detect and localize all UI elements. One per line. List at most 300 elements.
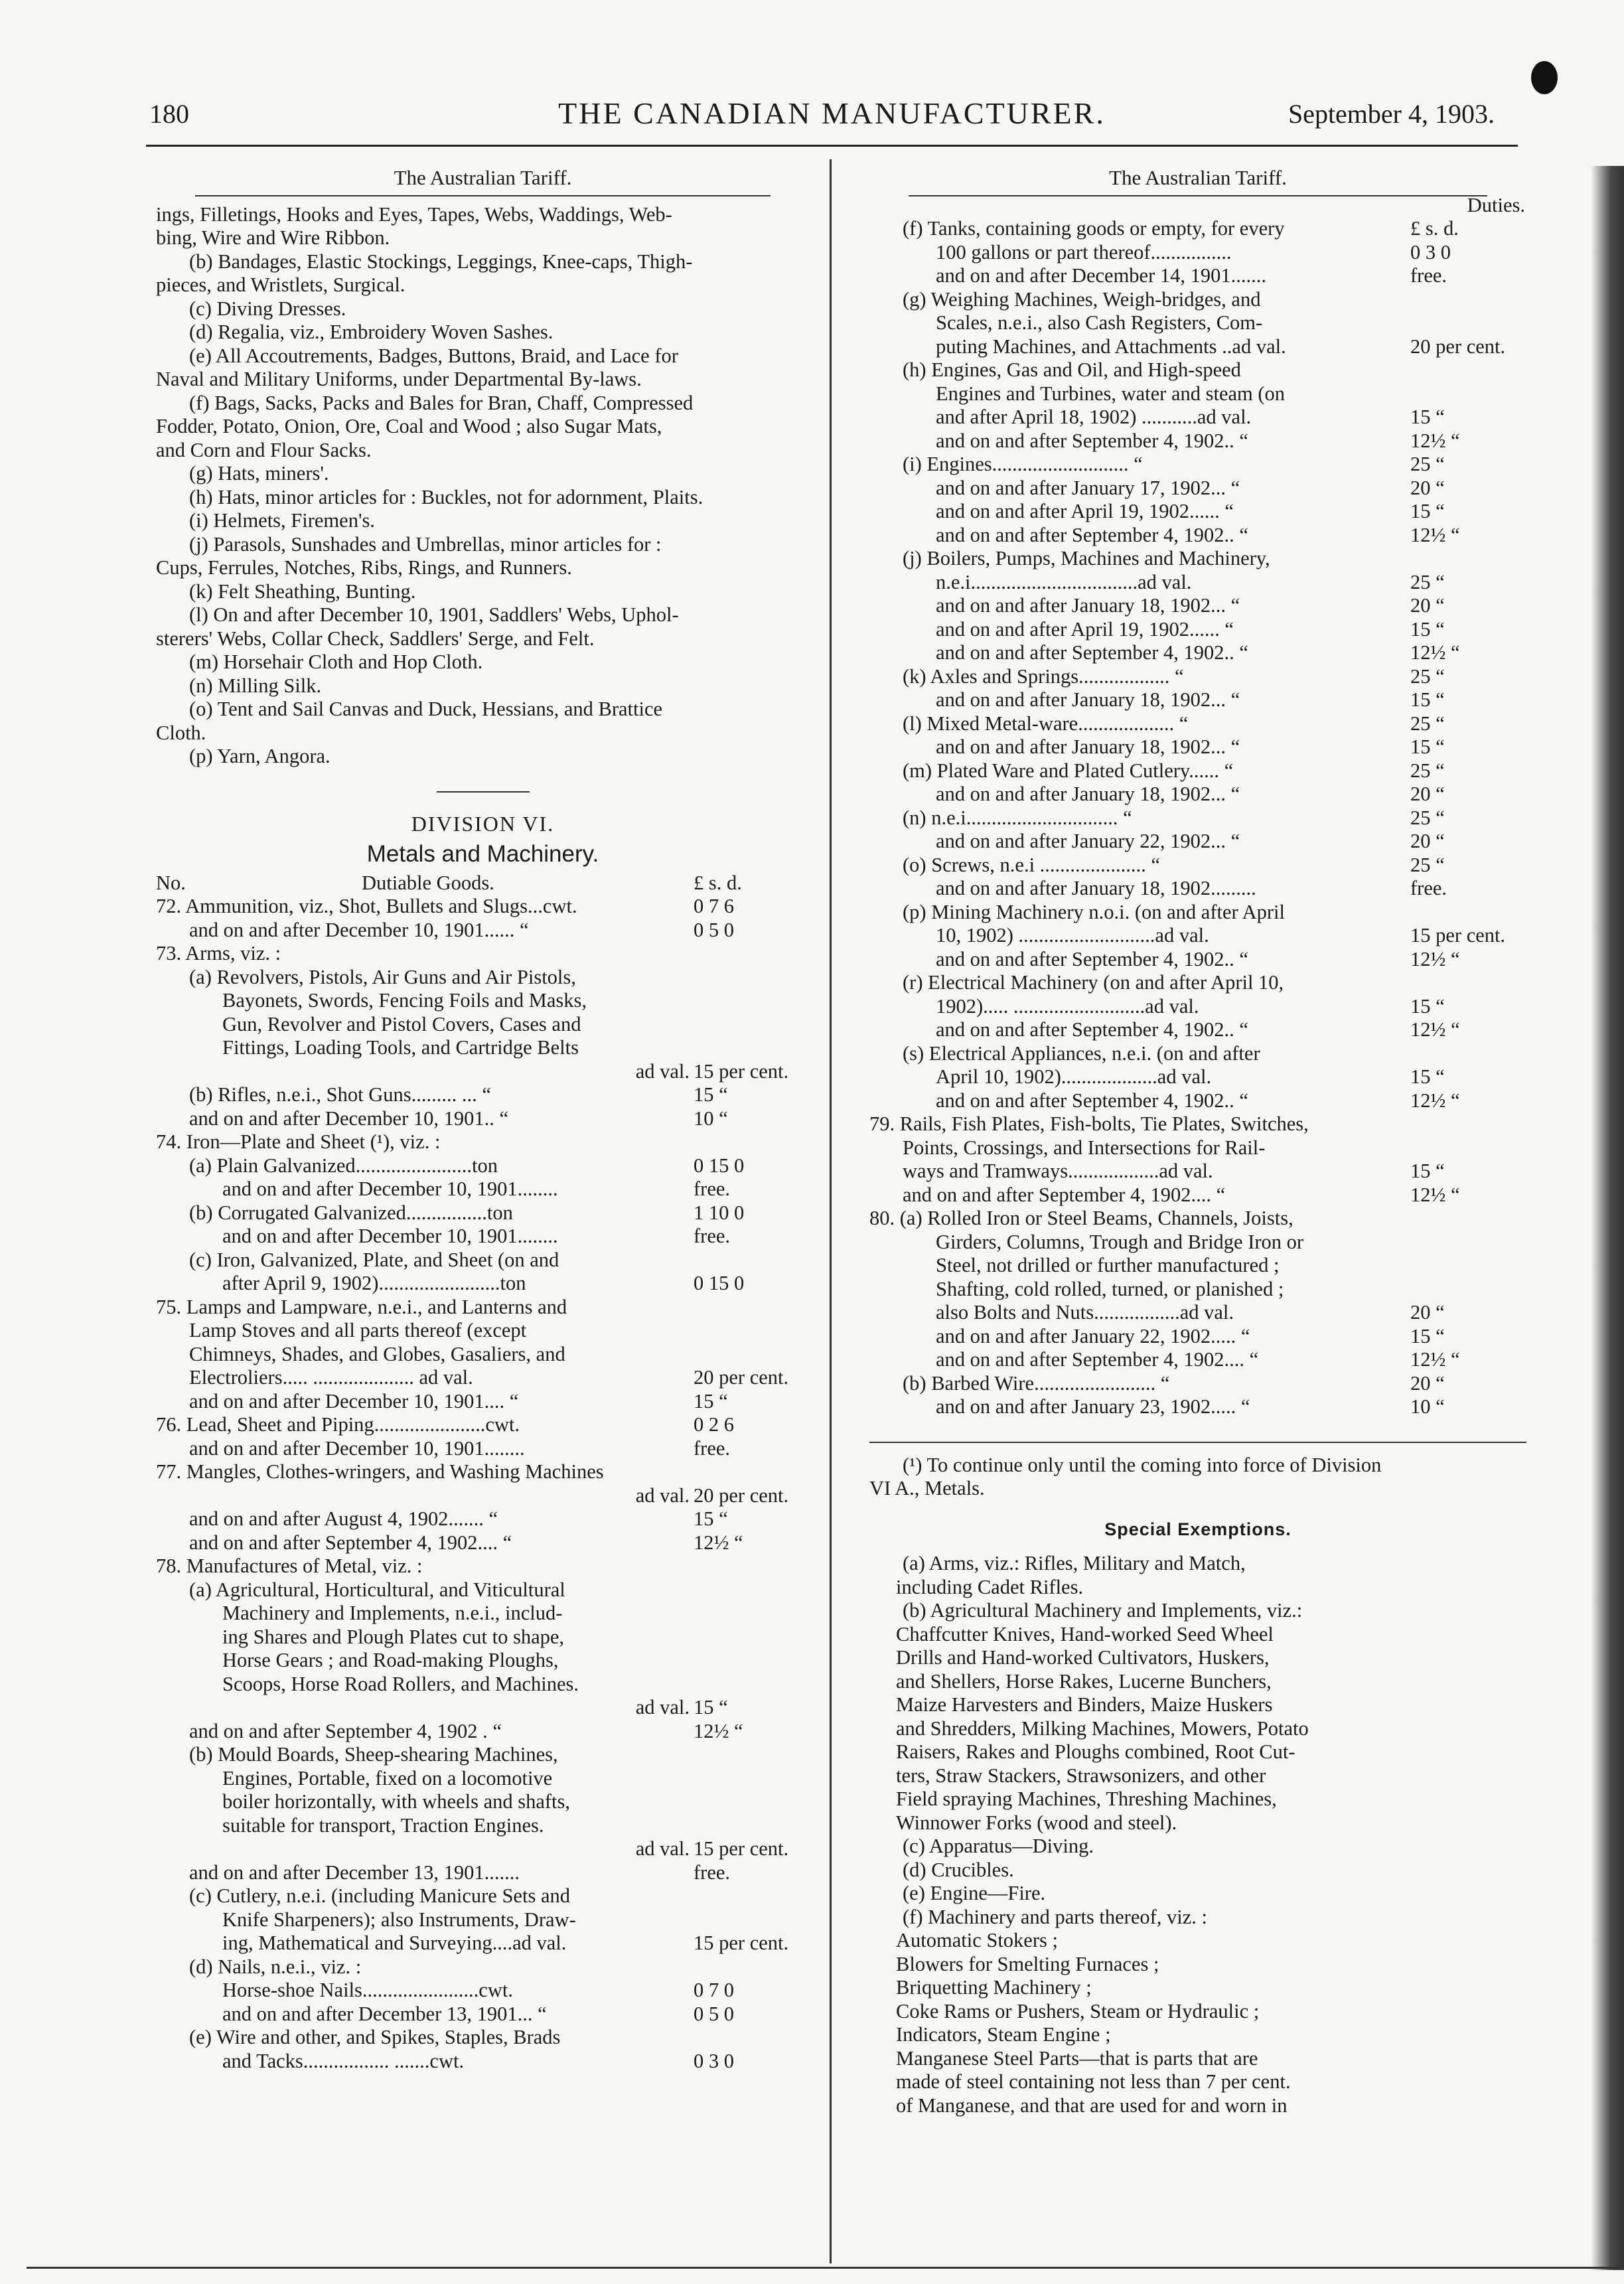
table-row bbox=[156, 1884, 810, 1908]
goods-description: and on and after September 4, 1902.. “ bbox=[936, 947, 1248, 970]
intro-line: (i) Helmets, Firemen's. bbox=[189, 509, 375, 532]
table-row bbox=[869, 524, 1526, 548]
table-row bbox=[869, 830, 1526, 854]
goods-description: Chimneys, Shades, and Globes, Gasaliers, and bbox=[189, 1342, 565, 1365]
duty-amount: 25 “ bbox=[1410, 853, 1445, 876]
duty-amount: 15 “ bbox=[1410, 500, 1445, 522]
goods-description: suitable for transport, Traction Engines. bbox=[222, 1813, 544, 1837]
goods-description: (b) Mould Boards, Sheep-shearing Machines, bbox=[189, 1743, 558, 1766]
goods-description: Scoops, Horse Road Rollers, and Machines. bbox=[222, 1672, 579, 1695]
duty-amount: 25 “ bbox=[1410, 759, 1445, 782]
goods-description: (s) Electrical Appliances, n.e.i. (on and after bbox=[903, 1041, 1260, 1065]
duty-amount: 12½ “ bbox=[1410, 1018, 1460, 1041]
goods-description: and on and after September 4, 1902.. “ bbox=[936, 523, 1248, 546]
duty-amount: 15 per cent. bbox=[694, 1932, 789, 1954]
duty-amount: 1 10 0 bbox=[694, 1201, 745, 1224]
goods-description: Lamp Stoves and all parts thereof (except bbox=[189, 1319, 527, 1341]
duty-amount: 15 “ bbox=[1410, 1324, 1445, 1347]
table-row bbox=[156, 1178, 810, 1201]
table-row bbox=[869, 571, 1526, 595]
duty-amount: 12½ “ bbox=[1410, 1089, 1460, 1112]
intro-line: Cloth. bbox=[156, 721, 206, 744]
goods-description: (b) Corrugated Galvanized................ton bbox=[189, 1201, 513, 1224]
exemption-line: Briquetting Machinery ; bbox=[896, 1976, 1092, 1999]
duty-amount: 25 “ bbox=[1410, 806, 1445, 829]
column-divider bbox=[830, 159, 832, 2263]
table-row bbox=[156, 1225, 810, 1249]
table-row bbox=[156, 1979, 810, 2003]
goods-description: and on and after December 10, 1901.. “ bbox=[189, 1106, 509, 1130]
intro-line: bing, Wire and Wire Ribbon. bbox=[156, 226, 390, 249]
goods-description: also Bolts and Nuts.................ad val. bbox=[936, 1301, 1234, 1324]
duty-amount: 25 “ bbox=[1410, 453, 1445, 475]
goods-description: (h) Engines, Gas and Oil, and High-speed bbox=[903, 358, 1241, 381]
table-row bbox=[156, 1484, 810, 1508]
page-blot bbox=[1531, 61, 1558, 94]
goods-description: and on and after January 18, 1902... “ bbox=[936, 688, 1240, 711]
duty-amount: 15 “ bbox=[694, 1083, 728, 1106]
intro-line: (e) All Accoutrements, Badges, Buttons, Braid, and Lace for bbox=[189, 344, 678, 367]
exemption-line: Winnower Forks (wood and steel). bbox=[896, 1811, 1177, 1834]
duty-amount: 12½ “ bbox=[1410, 1183, 1460, 1206]
duty-amount: 15 per cent. bbox=[694, 1059, 789, 1083]
exemption-line: Maize Harvesters and Binders, Maize Huskers bbox=[896, 1693, 1273, 1716]
goods-description: and on and after January 18, 1902... “ bbox=[936, 594, 1240, 617]
goods-description: and on and after January 18, 1902... “ bbox=[936, 735, 1240, 758]
table-row bbox=[869, 1254, 1526, 1278]
goods-description: and on and after September 4, 1902.. “ bbox=[936, 1018, 1248, 1041]
table-row bbox=[156, 1319, 810, 1343]
goods-description: Engines and Turbines, water and steam (on bbox=[936, 382, 1286, 405]
goods-description: (c) Iron, Galvanized, Plate, and Sheet (on and bbox=[189, 1248, 559, 1271]
goods-description: and on and after December 13, 1901....... bbox=[189, 1861, 520, 1884]
goods-description: and on and after September 4, 1902.... “ bbox=[903, 1183, 1226, 1206]
table-row bbox=[156, 1249, 810, 1272]
duty-amount: 20 per cent. bbox=[694, 1366, 789, 1389]
table-row bbox=[156, 1343, 810, 1367]
intro-line: (b) Bandages, Elastic Stockings, Leggings, Knee-caps, Thigh- bbox=[189, 250, 693, 273]
intro-line: (j) Parasols, Sunshades and Umbrellas, minor articles for : bbox=[189, 532, 662, 556]
intro-line: (h) Hats, minor articles for : Buckles, not for adornment, Plaits. bbox=[189, 485, 703, 508]
goods-description: (a) Plain Galvanized.......................ton bbox=[189, 1154, 498, 1177]
exemption-line: ters, Straw Stackers, Strawsonizers, and other bbox=[896, 1764, 1266, 1787]
duty-amount: 20 “ bbox=[1410, 594, 1445, 617]
table-row bbox=[156, 1743, 810, 1767]
table-row bbox=[156, 1767, 810, 1791]
table-row bbox=[156, 2026, 810, 2050]
goods-description: and on and after January 18, 1902... “ bbox=[936, 783, 1240, 805]
goods-description: (b) Barbed Wire........................ “ bbox=[903, 1371, 1170, 1395]
goods-description: and Tacks................. .......cwt. bbox=[222, 2049, 465, 2072]
duty-amount: 15 “ bbox=[1410, 1160, 1445, 1182]
goods-description: 78. Manufactures of Metal, viz. : bbox=[156, 1555, 423, 1577]
duty-amount: 12½ “ bbox=[694, 1719, 743, 1742]
table-row bbox=[156, 1555, 810, 1578]
table-row bbox=[869, 1160, 1526, 1183]
left-column bbox=[156, 166, 810, 2073]
table-row bbox=[156, 1083, 810, 1107]
table-row bbox=[869, 406, 1526, 429]
exemption-line: Manganese Steel Parts—that is parts that are bbox=[896, 2046, 1258, 2070]
goods-description: (m) Plated Ware and Plated Cutlery...... “ bbox=[903, 759, 1234, 782]
goods-description: 10, 1902) ...........................ad val. bbox=[936, 924, 1209, 947]
duty-amount: 12½ “ bbox=[694, 1531, 743, 1554]
table-row bbox=[156, 1507, 810, 1531]
table-row bbox=[156, 1390, 810, 1414]
table-row bbox=[156, 2003, 810, 2026]
table-row bbox=[156, 1696, 810, 1720]
duty-amount: 15 “ bbox=[1410, 1065, 1445, 1088]
table-row bbox=[869, 1065, 1526, 1089]
exemption-line: Indicators, Steam Engine ; bbox=[896, 2023, 1111, 2046]
goods-description: (a) Agricultural, Horticultural, and Viticultural bbox=[189, 1578, 565, 1601]
table-row bbox=[869, 241, 1526, 265]
goods-description: (k) Axles and Springs.................. “ bbox=[903, 664, 1184, 688]
intro-line: (d) Regalia, viz., Embroidery Woven Sashes. bbox=[189, 321, 554, 343]
intro-line: and Corn and Flour Sacks. bbox=[156, 438, 372, 461]
duty-amount: 12½ “ bbox=[1410, 641, 1460, 664]
goods-description: (p) Mining Machinery n.o.i. (on and after April bbox=[903, 900, 1285, 923]
duty-amount: 15 per cent. bbox=[694, 1837, 789, 1860]
duty-amount: 20 “ bbox=[1410, 1371, 1445, 1395]
intro-line: Cups, Ferrules, Notches, Ribs, Rings, and Runners. bbox=[156, 556, 572, 579]
goods-description: and on and after September 4, 1902.. “ bbox=[936, 641, 1248, 664]
page-header bbox=[149, 92, 1514, 138]
goods-description: 74. Iron—Plate and Sheet (¹), viz. : bbox=[156, 1130, 441, 1153]
division-title: DIVISION VI. bbox=[411, 811, 555, 836]
bottom-rule bbox=[27, 2267, 1624, 2269]
goods-description: and on and after September 4, 1902.. “ bbox=[936, 1089, 1248, 1112]
table-row bbox=[869, 948, 1526, 972]
col-header-money: £ s. d. bbox=[694, 871, 742, 894]
intro-line: (c) Diving Dresses. bbox=[189, 297, 346, 320]
table-row bbox=[156, 942, 810, 966]
table-row bbox=[869, 665, 1526, 689]
goods-description: puting Machines, and Attachments ..ad val. bbox=[936, 335, 1286, 358]
table-row bbox=[156, 1908, 810, 1932]
table-row bbox=[156, 1272, 810, 1296]
goods-description: and on and after September 4, 1902.... “ bbox=[189, 1531, 512, 1554]
goods-description: Shafting, cold rolled, turned, or planished ; bbox=[936, 1277, 1284, 1300]
duty-amount: 0 3 0 bbox=[1410, 240, 1451, 264]
exemption-line: (a) Arms, viz.: Rifles, Military and Match, bbox=[903, 1552, 1246, 1574]
table-row bbox=[156, 1366, 810, 1390]
goods-description: Horse Gears ; and Road-making Ploughs, bbox=[222, 1649, 559, 1671]
duty-amount: 25 “ bbox=[1410, 664, 1445, 688]
intro-line: (p) Yarn, Angora. bbox=[189, 745, 331, 767]
table-row bbox=[869, 1018, 1526, 1042]
table-row bbox=[869, 1112, 1526, 1136]
table-row bbox=[869, 735, 1526, 759]
table-row bbox=[869, 1372, 1526, 1396]
duty-amount: 15 “ bbox=[1410, 735, 1445, 758]
goods-description: 73. Arms, viz. : bbox=[156, 942, 281, 964]
duty-amount: 15 per cent. bbox=[1410, 924, 1506, 947]
goods-description: (l) Mixed Metal-ware................... “ bbox=[903, 712, 1189, 735]
duty-amount: 25 “ bbox=[1410, 570, 1445, 593]
intro-line: (n) Milling Silk. bbox=[189, 674, 322, 697]
exemption-line: and Shredders, Milking Machines, Mowers, Potato bbox=[896, 1716, 1309, 1740]
goods-description: Fittings, Loading Tools, and Cartridge Belts bbox=[222, 1036, 579, 1059]
goods-description: Steel, not drilled or further manufactured ; bbox=[936, 1254, 1280, 1276]
exemption-line: (b) Agricultural Machinery and Implements, viz.: bbox=[903, 1599, 1303, 1622]
table-row bbox=[869, 1207, 1526, 1231]
duty-amount: 0 7 0 bbox=[694, 1979, 734, 2001]
table-row bbox=[156, 1932, 810, 1955]
goods-description: 72. Ammunition, viz., Shot, Bullets and Slugs...cwt. bbox=[156, 895, 577, 917]
exemption-line: Raisers, Rakes and Ploughs combined, Root Cut- bbox=[896, 1740, 1295, 1763]
table-row bbox=[869, 500, 1526, 524]
goods-description: Horse-shoe Nails.......................cwt. bbox=[222, 1979, 513, 2001]
exemption-line: Drills and Hand-worked Cultivators, Huskers, bbox=[896, 1646, 1270, 1669]
duty-amount: 15 “ bbox=[1410, 994, 1445, 1018]
duty-amount: 20 per cent. bbox=[1410, 335, 1506, 358]
intro-line: (m) Horsehair Cloth and Hop Cloth. bbox=[189, 650, 483, 673]
duty-amount: 0 3 0 bbox=[694, 2049, 734, 2072]
table-row bbox=[869, 877, 1526, 901]
table-row bbox=[869, 1301, 1526, 1325]
duty-amount: 15 “ bbox=[694, 1389, 728, 1412]
goods-description: (e) Wire and other, and Spikes, Staples, Brads bbox=[189, 2026, 561, 2048]
intro-line: (k) Felt Sheathing, Bunting. bbox=[189, 579, 416, 603]
exemptions-title: Special Exemptions. bbox=[1104, 1519, 1292, 1539]
goods-description: (j) Boilers, Pumps, Machines and Machinery, bbox=[903, 547, 1270, 570]
goods-description: ad val. bbox=[635, 1484, 690, 1507]
table-row bbox=[869, 1348, 1526, 1372]
table-row bbox=[869, 1136, 1526, 1160]
duty-amount: free. bbox=[694, 1178, 731, 1200]
publication-title: THE CANADIAN MANUFACTURER. bbox=[558, 96, 1106, 130]
table-row bbox=[156, 1814, 810, 1838]
table-row bbox=[156, 1107, 810, 1131]
table-row bbox=[156, 1720, 810, 1744]
intro-line: ings, Filletings, Hooks and Eyes, Tapes, Webs, Waddings, Web- bbox=[156, 202, 672, 226]
exemption-line: (d) Crucibles. bbox=[903, 1858, 1014, 1881]
table-row bbox=[156, 1531, 810, 1555]
table-row bbox=[869, 783, 1526, 806]
left-intro-text bbox=[156, 203, 810, 769]
table-row bbox=[869, 594, 1526, 618]
goods-description: (c) Cutlery, n.e.i. (including Manicure Sets and bbox=[189, 1884, 570, 1907]
duty-amount: 0 5 0 bbox=[694, 918, 734, 941]
table-row bbox=[869, 1042, 1526, 1066]
table-row bbox=[156, 1649, 810, 1673]
goods-description: and on and after August 4, 1902....... “ bbox=[189, 1507, 498, 1530]
duty-amount: 25 “ bbox=[1410, 712, 1445, 735]
goods-description: and on and after September 4, 1902.. “ bbox=[936, 429, 1248, 452]
table-row bbox=[869, 217, 1526, 241]
goods-description: and on and after January 18, 1902......... bbox=[936, 877, 1256, 899]
table-row bbox=[156, 1036, 810, 1060]
goods-description: Gun, Revolver and Pistol Covers, Cases and bbox=[222, 1012, 581, 1035]
table-row bbox=[156, 1578, 810, 1602]
issue-date: September 4, 1903. bbox=[1288, 99, 1495, 129]
header-rule bbox=[146, 145, 1518, 147]
exemption-line: (e) Engine—Fire. bbox=[903, 1882, 1046, 1904]
table-row bbox=[156, 989, 810, 1013]
section-separator bbox=[437, 791, 530, 793]
footnote bbox=[869, 1454, 1526, 1501]
goods-description: ing Shares and Plough Plates cut to shape, bbox=[222, 1625, 565, 1648]
goods-description: Bayonets, Swords, Fencing Foils and Masks, bbox=[222, 989, 587, 1012]
footnote-rule bbox=[869, 1442, 1526, 1443]
duty-amount: 20 “ bbox=[1410, 783, 1445, 805]
table-row bbox=[869, 806, 1526, 830]
duty-amount: 12½ “ bbox=[1410, 523, 1460, 546]
table-row bbox=[156, 2050, 810, 2074]
goods-description: and on and after December 10, 1901........ bbox=[222, 1225, 558, 1247]
goods-description: and on and after January 22, 1902... “ bbox=[936, 830, 1240, 852]
table-row bbox=[156, 1955, 810, 1979]
duty-amount: 15 “ bbox=[1410, 617, 1445, 641]
goods-description: and on and after December 10, 1901...... “ bbox=[189, 918, 529, 941]
table-row bbox=[869, 712, 1526, 736]
goods-description: 100 gallons or part thereof................ bbox=[936, 240, 1232, 264]
table-row bbox=[869, 1183, 1526, 1207]
table-row bbox=[156, 1130, 810, 1154]
goods-description: ad val. bbox=[635, 1059, 690, 1083]
goods-description: Scales, n.e.i., also Cash Registers, Com- bbox=[936, 311, 1263, 334]
table-row bbox=[869, 854, 1526, 877]
table-row bbox=[156, 1673, 810, 1697]
goods-description: ways and Tramways..................ad val. bbox=[903, 1160, 1213, 1182]
table-row bbox=[156, 1602, 810, 1626]
table-row bbox=[156, 1437, 810, 1461]
intro-line: (f) Bags, Sacks, Packs and Bales for Bran, Chaff, Compressed bbox=[189, 391, 694, 414]
goods-description: (d) Nails, n.e.i., viz. : bbox=[189, 1955, 362, 1978]
goods-description: Machinery and Implements, n.e.i., includ- bbox=[222, 1602, 563, 1624]
duty-amount: 15 “ bbox=[694, 1507, 728, 1530]
table-row bbox=[156, 1626, 810, 1649]
duty-amount: 20 “ bbox=[1410, 1301, 1445, 1324]
goods-description: Points, Crossings, and Intersections for Rail- bbox=[903, 1136, 1266, 1159]
table-row bbox=[869, 971, 1526, 995]
duty-amount: 15 “ bbox=[1410, 688, 1445, 711]
goods-description: (f) Tanks, containing goods or empty, for every bbox=[903, 217, 1285, 240]
duty-amount: 12½ “ bbox=[1410, 1348, 1460, 1371]
duty-amount: 0 7 6 bbox=[694, 895, 734, 917]
goods-description: and on and after September 4, 1902.... “ bbox=[936, 1348, 1259, 1371]
goods-description: and on and after December 13, 1901... “ bbox=[222, 2002, 547, 2025]
duty-amount: 12½ “ bbox=[1410, 429, 1460, 452]
goods-description: 77. Mangles, Clothes-wringers, and Washing Machines bbox=[156, 1460, 604, 1483]
goods-description: after April 9, 1902)........................ton bbox=[222, 1272, 526, 1294]
goods-description: Girders, Columns, Trough and Bridge Iron or bbox=[936, 1230, 1304, 1253]
goods-description: 1902)..... ..........................ad val. bbox=[936, 994, 1199, 1018]
table-row bbox=[869, 335, 1526, 359]
exemption-line: including Cadet Rifles. bbox=[896, 1575, 1084, 1598]
table-row bbox=[869, 759, 1526, 783]
goods-description: ad val. bbox=[635, 1696, 690, 1718]
table-row bbox=[156, 1837, 810, 1861]
table-row bbox=[156, 1060, 810, 1084]
duty-amount: 0 5 0 bbox=[694, 2002, 734, 2025]
table-row bbox=[869, 1395, 1526, 1419]
duty-amount: free. bbox=[694, 1861, 731, 1884]
table-row bbox=[156, 1790, 810, 1814]
goods-description: and on and after December 10, 1901........ bbox=[222, 1178, 558, 1200]
exemption-line: Field spraying Machines, Threshing Machines, bbox=[896, 1788, 1277, 1810]
duty-amount: 15 “ bbox=[694, 1696, 728, 1718]
footnote-line: (¹) To continue only until the coming into force of Division bbox=[903, 1453, 1382, 1476]
goods-description: and on and after December 14, 1901....... bbox=[936, 264, 1266, 287]
table-row bbox=[869, 1231, 1526, 1255]
duty-amount: 20 per cent. bbox=[694, 1484, 789, 1507]
scan-edge-shadow bbox=[1591, 166, 1624, 2270]
table-row bbox=[156, 1154, 810, 1178]
goods-description: and on and after April 19, 1902...... “ bbox=[936, 500, 1234, 522]
table-row bbox=[869, 477, 1526, 500]
left-heading-rule bbox=[195, 195, 771, 196]
exemption-line: made of steel containing not less than 7 per cent. bbox=[896, 2070, 1291, 2093]
goods-description: 76. Lead, Sheet and Piping......................cwt. bbox=[156, 1413, 520, 1436]
goods-description: 75. Lamps and Lampware, n.e.i., and Lanterns and bbox=[156, 1295, 567, 1318]
left-column-heading: The Australian Tariff. bbox=[394, 166, 572, 189]
exemption-line: Chaffcutter Knives, Hand-worked Seed Wheel bbox=[896, 1622, 1274, 1645]
exemption-line: Blowers for Smelting Furnaces ; bbox=[896, 1952, 1159, 1975]
goods-description: (i) Engines........................... “ bbox=[903, 453, 1143, 475]
intro-line: Fodder, Potato, Onion, Ore, Coal and Wood ; also Sugar Mats, bbox=[156, 415, 662, 437]
intro-line: (g) Hats, miners'. bbox=[189, 462, 329, 485]
goods-description: n.e.i.................................ad val. bbox=[936, 570, 1192, 593]
table-row bbox=[156, 1861, 810, 1885]
exemption-line: Coke Rams or Pushers, Steam or Hydraulic ; bbox=[896, 1999, 1260, 2022]
goods-description: and on and after January 23, 1902..... “ bbox=[936, 1395, 1250, 1418]
goods-description: Engines, Portable, fixed on a locomotive bbox=[222, 1766, 553, 1789]
footnote-line: VI A., Metals. bbox=[869, 1477, 985, 1499]
table-row bbox=[156, 1413, 810, 1437]
goods-description: and on and after December 10, 1901........ bbox=[189, 1436, 525, 1460]
table-row bbox=[869, 288, 1526, 312]
table-row bbox=[869, 1278, 1526, 1302]
table-row bbox=[869, 641, 1526, 665]
duty-amount: free. bbox=[1410, 877, 1447, 899]
goods-description: (g) Weighing Machines, Weigh-bridges, and bbox=[903, 287, 1261, 311]
goods-description: and after April 18, 1902) ...........ad val. bbox=[936, 406, 1252, 428]
table-row bbox=[156, 1201, 810, 1225]
table-row bbox=[156, 1013, 810, 1037]
table-row bbox=[869, 382, 1526, 406]
table-row bbox=[869, 358, 1526, 382]
duty-amount: 12½ “ bbox=[1410, 947, 1460, 970]
duty-amount: free. bbox=[694, 1225, 731, 1247]
table-row bbox=[156, 1296, 810, 1320]
exemptions-list bbox=[869, 1552, 1526, 2117]
goods-description: and on and after December 10, 1901.... “ bbox=[189, 1389, 519, 1412]
page-number: 180 bbox=[149, 99, 189, 129]
duty-amount: 20 “ bbox=[1410, 476, 1445, 499]
goods-description: 79. Rails, Fish Plates, Fish-bolts, Tie Plates, Switches, bbox=[869, 1112, 1309, 1135]
table-row bbox=[156, 895, 810, 919]
exemption-line: Automatic Stokers ; bbox=[896, 1929, 1058, 1951]
table-row bbox=[869, 618, 1526, 642]
intro-line: (l) On and after December 10, 1901, Saddlers' Webs, Uphol- bbox=[189, 603, 679, 626]
duty-amount: 10 “ bbox=[694, 1106, 728, 1130]
left-tariff-table bbox=[156, 895, 810, 2073]
table-row bbox=[869, 311, 1526, 335]
table-column-headers bbox=[156, 872, 810, 895]
duty-amount: 10 “ bbox=[1410, 1395, 1445, 1418]
intro-line: Naval and Military Uniforms, under Departmental By-laws. bbox=[156, 368, 642, 390]
table-row bbox=[869, 1325, 1526, 1349]
table-row bbox=[869, 924, 1526, 948]
duty-amount: free. bbox=[694, 1436, 731, 1460]
goods-description: and on and after January 17, 1902... “ bbox=[936, 476, 1240, 499]
exemption-line: of Manganese, and that are used for and worn in bbox=[896, 2094, 1288, 2117]
duty-amount: 0 2 6 bbox=[694, 1413, 734, 1436]
table-row bbox=[869, 264, 1526, 288]
goods-description: (b) Rifles, n.e.i., Shot Guns......... ... “ bbox=[189, 1083, 491, 1106]
